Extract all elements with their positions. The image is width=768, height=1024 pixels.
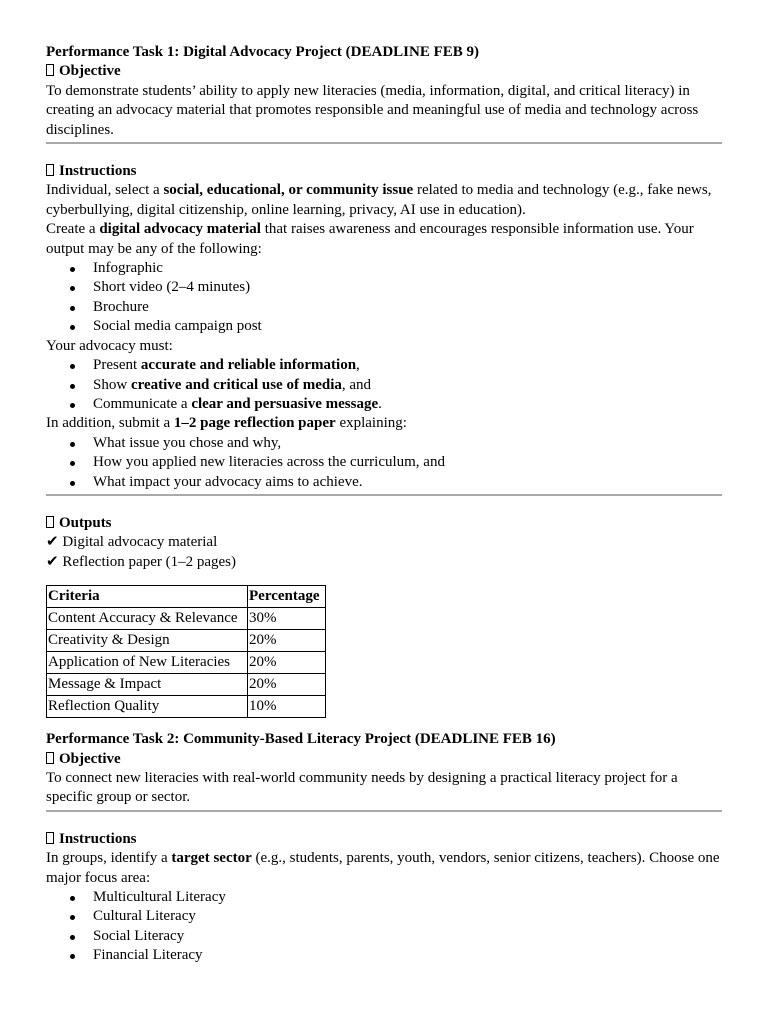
list-item: What issue you chose and why,: [93, 434, 722, 453]
list-item: Present accurate and reliable information,: [93, 356, 722, 375]
table-cell: 20%: [248, 652, 326, 674]
list-item: Short video (2–4 minutes): [93, 278, 722, 297]
column-header: Percentage: [248, 586, 326, 608]
list-item: Cultural Literacy: [93, 907, 722, 926]
task1-instructions-heading: Instructions: [46, 162, 722, 181]
list-item: Social media campaign post: [93, 317, 722, 336]
task1-title: Performance Task 1: Digital Advocacy Project (DEADLINE FEB 9): [46, 44, 480, 60]
list-item: What impact your advocacy aims to achieve.: [93, 473, 722, 492]
table-cell: 30%: [248, 608, 326, 630]
placeholder-glyph-icon: [46, 164, 54, 176]
table-cell: Creativity & Design: [47, 630, 248, 652]
table-cell: 20%: [248, 674, 326, 696]
column-header: Criteria: [47, 586, 248, 608]
placeholder-glyph-icon: [46, 516, 54, 528]
task1-objective-heading: Objective: [46, 62, 722, 81]
task2-instructions-heading: Instructions: [46, 830, 722, 849]
output-options-list: [46, 259, 722, 337]
placeholder-glyph-icon: [46, 832, 54, 844]
reflection-intro: In addition, submit a 1–2 page reflection paper explaining:: [46, 415, 407, 432]
task2-objective-heading: Objective: [46, 750, 722, 769]
task1-instructions-paragraph-1: Individual, select a social, educational, or community issue related to media and technology (e.g., fake news, cyberbullying, digital citizenship, online learning, privacy, AI use in education).: [46, 182, 712, 218]
table-header-row: [47, 586, 326, 608]
table-row: [47, 674, 326, 696]
must-list: [46, 356, 722, 414]
placeholder-glyph-icon: [46, 752, 54, 764]
output-checklist-item: ✔ Digital advocacy material: [46, 534, 218, 551]
list-item: Communicate a clear and persuasive message.: [93, 395, 722, 414]
must-intro: Your advocacy must:: [46, 337, 173, 354]
table-cell: Content Accuracy & Relevance: [47, 608, 248, 630]
placeholder-glyph-icon: [46, 64, 54, 76]
table-cell: Reflection Quality: [47, 696, 248, 718]
output-checklist-item: ✔ Reflection paper (1–2 pages): [46, 553, 236, 570]
table-row: [47, 608, 326, 630]
list-item: Financial Literacy: [93, 946, 722, 965]
task1-outputs-heading: Outputs: [46, 514, 722, 533]
table-cell: Application of New Literacies: [47, 652, 248, 674]
list-item: How you applied new literacies across the curriculum, and: [93, 453, 722, 472]
task1-objective-text: To demonstrate students’ ability to apply new literacies (media, information, digital, and critical literacy) in creating an advocacy material that promotes responsible and meaningful use of media and technology across disciplines.: [46, 82, 699, 138]
list-item: Brochure: [93, 298, 722, 317]
table-row: [47, 630, 326, 652]
table-cell: Message & Impact: [47, 674, 248, 696]
focus-areas-list: [46, 888, 722, 966]
list-item: Social Literacy: [93, 927, 722, 946]
list-item: Infographic: [93, 259, 722, 278]
task2-objective-text: To connect new literacies with real-world community needs by designing a practical literacy project for a specific group or sector.: [46, 769, 678, 806]
task2-title: Performance Task 2: Community-Based Literacy Project (DEADLINE FEB 16): [46, 731, 556, 748]
list-item: Show creative and critical use of media, and: [93, 376, 722, 395]
table-cell: 20%: [248, 630, 326, 652]
list-item: Multicultural Literacy: [93, 888, 722, 907]
reflection-list: [46, 434, 722, 492]
rubric-table: [46, 585, 326, 718]
table-row: [47, 696, 326, 718]
table-cell: 10%: [248, 696, 326, 718]
table-row: [47, 652, 326, 674]
task1-instructions-paragraph-2: Create a digital advocacy material that raises awareness and encourages responsible information use. Your output may be any of the following:: [46, 221, 694, 257]
task2-instructions-paragraph: In groups, identify a target sector (e.g., students, parents, youth, vendors, senior citizens, teachers). Choose one major focus area:: [46, 850, 720, 886]
